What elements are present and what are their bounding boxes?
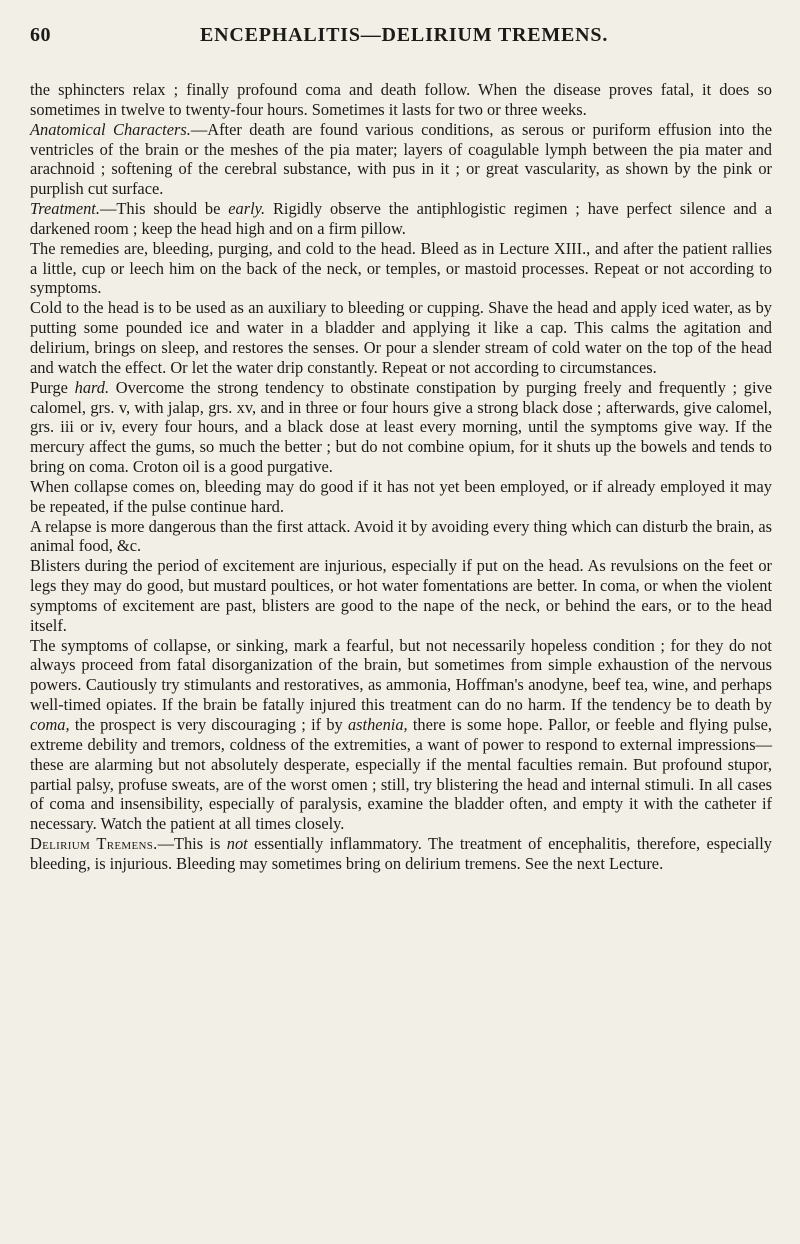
purge-emphasis: hard. [74,377,110,397]
paragraph-sinking [30,636,772,834]
blisters-text: Blisters during the period of excitement are injurious, especially if put on the head. As revulsions on the feet or legs they may do good, but mustard poultices, or hot water fomentations are better. In coma, or when the violent symptoms of excitement are past, blisters are good to the nape of the neck, or behind the ears, or to the head itself. [30,556,772,635]
collapse-text: When collapse comes on, bleeding may do good if it has not yet been employed, or if already employed it may be repeated, if the pulse continue hard. [30,476,772,516]
page-number: 60 [30,24,51,46]
sinking-emphasis-asthenia: asthenia, [347,715,408,734]
relapse-text: A relapse is more dangerous than the first attack. Avoid it by avoiding every thing which can disturb the brain, as animal food, &c. [30,516,772,556]
cold-text: Cold to the head is to be used as an auxiliary to bleeding or cupping. Shave the head and apply iced water, as by putting some pounded ice and water in a bladder and applying it like a cap. This calms the agitation and delirium, brings on sleep, and restores the senses. Or pour a slender stream of cold water on the top of the head and watch the effect. Or let the water drip constantly. Repeat or not according to circumstances. [30,298,772,377]
paragraph-remedies [30,239,772,299]
paragraph-anatomical-characters [30,120,772,199]
treatment-heading: Treatment. [30,199,100,219]
anatomical-characters-heading: Anatomical Characters. [30,119,191,139]
remedies-text: The remedies are, bleeding, purging, and cold to the head. Bleed as in Lecture XIII., and after the patient rallies a little, cup or leech him on the back of the neck, or temples, or mastoid processes. Repeat or not according to symptoms. [30,238,772,298]
paragraph-relapse [30,517,772,557]
paragraph-delirium-tremens [30,834,772,874]
running-head: ENCEPHALITIS—DELIRIUM TREMENS. [200,24,609,46]
page-header [30,0,772,60]
sinking-text-c: there is some hope. Pallor, or feeble and flying pulse, extreme debility and tremors, coldness of the extremities, a want of power to respond to external impressions—these are alarming but not absolutely desperate, especially if the mental faculties remain. But profound stupor, partial palsy, profuse sweats, are of the worst omen ; still, try blistering the head and internal stimuli. In all cases of coma and insensibility, especially of paralysis, examine the bladder often, and empty it with the catheter if necessary. Watch the patient at all times closely. [30,715,773,834]
paragraph-treatment [30,199,772,239]
treatment-text-b: Rigidly observe the antiphlogistic regimen ; have perfect silence and a darkened room ; keep the head high and on a firm pillow. [30,199,772,238]
delirium-tremens-emphasis: not [226,834,248,854]
treatment-emphasis: early. [228,199,266,219]
sinking-text-b: the prospect is very discouraging ; if by [69,715,348,734]
anatomical-characters-text: —After death are found various conditions, as serous or puriform effusion into the ventricles of the brain or the meshes of the pia mater; layers of coagulable lymph between the pia mater and arachnoid ; softening of the cerebral substance, with pus in it ; or great vascularity, as shown by the pink or purplish cut surface. [30,119,772,199]
paragraph-cold [30,298,772,377]
delirium-tremens-heading: Delirium Tremens. [30,834,158,854]
sinking-emphasis-coma: coma, [30,715,70,734]
paragraph-collapse [30,477,772,517]
paragraph-1-text: the sphincters relax ; finally profound coma and death follow. When the disease proves fatal, it does so sometimes in twelve to twenty-four hours. Sometimes it lasts for two or three weeks. [30,80,772,119]
paragraph-1 [30,80,772,120]
paragraph-blisters [30,556,772,635]
book-page [30,0,772,1244]
purge-text-a: Purge [30,377,75,397]
purge-text-b: Overcome the strong tendency to obstinate constipation by purging freely and frequently ; give calomel, grs. v, with jalap, grs. xv, and in three or four hours give a strong black dose ; afterwards, give calomel, grs. iii or iv, every four hours, and a black dose at least every morning, until the symptoms give way. If the mercury affect the gums, so much the better ; but do not combine opium, for it shuts up the bowels and tends to bring on coma. Croton oil is a good purgative. [30,377,772,477]
treatment-text-a: —This should be [99,199,229,219]
body-text [30,80,772,874]
delirium-tremens-text-b: essentially inflammatory. The treatment of encephalitis, therefore, especially bleeding, is injurious. Bleeding may sometimes bring on delirium tremens. See the next Lecture. [30,834,772,873]
sinking-text-a: The symptoms of collapse, or sinking, mark a fearful, but not necessarily hopeless condition ; for they do not always proceed from fatal disorganization of the brain, but sometimes from simple exhaustion of the nervous powers. Cautiously try stimulants and restoratives, as ammonia, Hoffman's anodyne, beef tea, wine, and perhaps well-timed opiates. If the brain be fatally injured this treatment can do no harm. If the tendency be to death by [30,635,772,715]
delirium-tremens-text-a: —This is [157,834,227,854]
paragraph-purge [30,378,772,477]
